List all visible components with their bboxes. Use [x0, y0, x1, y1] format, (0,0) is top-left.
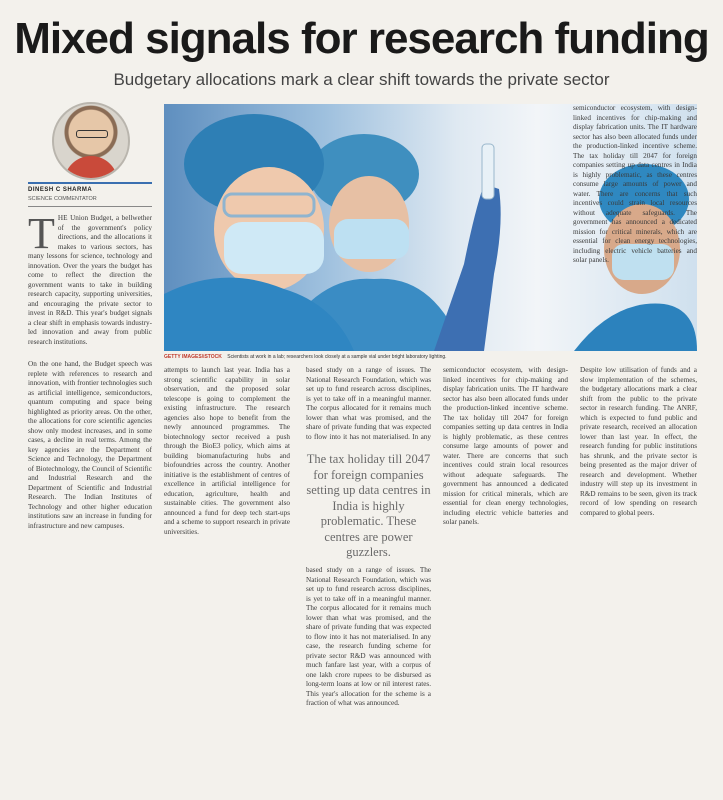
- headline: Mixed signals for research funding: [14, 14, 709, 63]
- mask-front: [224, 222, 324, 274]
- byline-accent-bar: [28, 182, 152, 184]
- column-1-top: [28, 214, 152, 348]
- column-4: semiconductor ecosystem, with design-linked incentives for chip-making and display fabrication units. The IT hardware sector has also been allocated funds under the production-linked incentive scheme. The tax holiday till 2047 for foreign companies setting up data centres in India is highly problematic, as these centres consume large amounts of power and water. There are concerns that such incentives could strain local resources without adequate safeguards. The government has announced a dedicated mission for critical minerals, which are essential for clean energy technologies, including electric vehicle batteries and solar panels.: [443, 366, 568, 526]
- column-1-top-text: HE Union Budget, a bellwether of the government's policy directions, and the allocations it makes to various sectors, has many lessons for science, technology and innovation. Over the years the budget has come to reflect the direction the government wants to take in building research capacity, supporting universities, and encouraging the private sector to invest in R&D. This year's budget signals a clear shift in emphasis towards industry-led innovation and away from public research institutions.: [28, 214, 152, 346]
- column-3-bottom: based study on a range of issues. The National Research Foundation, which was set up to fund research across disciplines, is yet to take off in a meaningful manner. The corpus allocated for it remains much lower than what was promised, and the share of private funding that was expected to flow into it has not materialised. In any case, the research funding scheme for private sector R&D was announced with much fanfare last year, with a corpus of one lakh crore rupees to be disbursed as long-term loans at low or nil interest rates. This year's allocation for the scheme is a fraction of what was announced.: [306, 566, 431, 707]
- column-5-bottom: Despite low utilisation of funds and a slow implementation of the schemes, the budgetary allocations mark a clear shift from the public to the private sector in research funding. The ANRF, which is expected to fund public and private research, received an allocation lower than last year. In effect, the research funding for public institutions has shrunk, and the private sector is being presented as the major driver of research and development. Whether industry will step up its investment in R&D remains to be seen, given its track record of low spending on research compared to global peers.: [580, 366, 697, 517]
- author-role: SCIENCE COMMENTATOR: [28, 196, 97, 202]
- author-name: DINESH C SHARMA: [28, 187, 93, 193]
- author-avatar: [52, 102, 130, 180]
- glove-hand: [434, 184, 501, 351]
- avatar-shoulders: [64, 156, 118, 180]
- column-5-top: semiconductor ecosystem, with design-linked incentives for chip-making and display fabrication units. The IT hardware sector has also been allocated funds under the production-linked incentive scheme. The tax holiday till 2047 for foreign companies setting up data centres in India is highly problematic, as these centres consume large amounts of power and water. There are concerns that such incentives could strain local resources without adequate safeguards. The government has announced a dedicated mission for critical minerals, which are essential for clean energy technologies, including electric vehicle batteries and solar panels.: [573, 104, 697, 264]
- pull-quote: The tax holiday till 2047 for foreign companies setting up data centres in India is highly problematic. These centres are power guzzlers.: [306, 452, 431, 559]
- photo-credit: GETTY IMAGES/iSTOCK: [164, 354, 222, 360]
- avatar-glasses: [76, 130, 108, 138]
- column-3-top: based study on a range of issues. The National Research Foundation, which was set up to fund research across disciplines, is yet to take off in a meaningful manner. The corpus allocated for it remains much lower than what was promised, and the share of private funding that was expected to flow into it has not materialised. In any: [306, 366, 431, 441]
- mask-back: [334, 219, 409, 259]
- sample-vial: [482, 144, 494, 199]
- photo-caption-text: Scientists at work in a lab; researchers look closely at a sample vial under bright laboratory lighting.: [227, 354, 447, 360]
- drop-cap: T: [28, 214, 55, 258]
- photo-caption: [164, 354, 697, 360]
- gown-front: [164, 278, 354, 351]
- subheadline: Budgetary allocations mark a clear shift towards the private sector: [113, 70, 610, 89]
- column-1-bottom: On the one hand, the Budget speech was replete with references to research and innovation, with frontier technologies such as artificial intelligence, semiconductors, quantum computing and space being highlighted as priority areas. On the other, the allocations for core scientific agencies show only modest increases, and in some cases, a decline in real terms. Among the key agencies are the Department of Science and Technology, the Department of Biotechnology, the Council of Scientific and Industrial Research and the Department of Scientific and Industrial Research. The Indian Institutes of Technology and other higher education institutions saw an increase in funding for infrastructure and new campuses.: [28, 360, 152, 530]
- byline-divider: [28, 206, 152, 207]
- column-2: attempts to launch last year. India has a strong scientific capability in solar observation, and the proposed solar telescope is going to complement the existing infrastructure. The research agencies also hope to benefit from the newly announced programmes. The biotechnology sector received a push through the BioE3 policy, which aims at building biomanufacturing hubs and biofoundries across the country. Another initiative is the establishment of centres of excellence in artificial intelligence for education, agriculture, health and sustainable cities. The government also announced a fund for deep tech start-ups and a scheme to support research in private universities.: [164, 366, 290, 536]
